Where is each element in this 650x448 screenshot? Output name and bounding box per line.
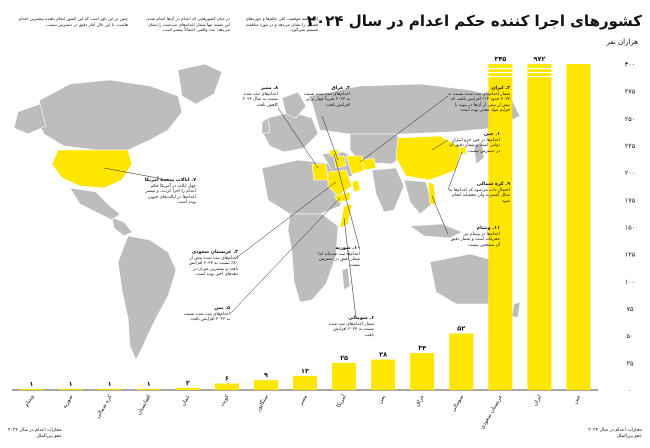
bar-13 [59,389,83,390]
callout-iraq-body: اعدام‌های ثبت شده نسبت به ۲۰۲۳ تقریباً چهار برابر افزایش یافت. [303,91,350,108]
bar-8 [254,380,278,390]
bar-break-1-1 [527,72,551,73]
bar-3 [449,333,473,390]
callout-saudi-body: اعدام‌های ثبت شده بیش از ۸۰٪ نسبت به ۲۰۲۳ افزایش یافت و بیشترین میزان در دهه‌های اخیر بوده است. [188,255,238,278]
bar-11 [137,389,161,390]
callout-north-korea-title: ۹. کره شمالی [476,182,510,187]
category-label-1: ایران [532,394,544,408]
category-label-7: مصر [298,394,309,407]
callout-yemen [182,306,230,323]
callout-iran-title: ۲. ایران [491,86,510,91]
bar-6 [332,363,356,390]
callout-vietnam-body: اعدام‌ها در ویتنام نیز محرمانه است و شمار دقیق آن مشخص نیست. [450,231,500,248]
bar-14 [20,389,44,390]
y-tick-10: ۲۵۰ [624,114,636,123]
category-label-6: آمریکا [335,394,348,409]
data-label-12: ۱ [107,379,112,388]
bar-break-2-2 [488,76,512,77]
data-label-5: ۲۸ [379,350,388,359]
callout-egypt [232,86,278,108]
data-label-13: ۱ [68,379,73,388]
data-label-11: ۱ [146,379,151,388]
y-tick-4: ۱۰۰ [624,277,636,286]
data-label-7: ۱۳ [301,366,309,375]
y-tick-7: ۱۷۵ [624,196,636,205]
y-tick-8: ۲۰۰ [624,169,636,178]
callout-yemen-body: اعدام‌های ثبت شده نسبت به ۲۰۲۳ افزایش یافت. [183,311,230,323]
bar-10 [176,388,200,390]
callout-somalia [328,316,374,338]
data-label-4: ۳۴ [418,344,427,353]
footer-left: مجازات اعدام در سال ۲۰۲۴ عفو بین‌الملل [8,428,62,439]
y-tick-6: ۱۵۰ [624,223,636,232]
y-tick-9: ۲۲۵ [624,142,636,150]
callout-syria [318,246,360,268]
y-tick-12: ۳۰۰ [624,60,636,69]
bar-4 [410,353,434,390]
bar-9 [215,383,239,390]
callout-china-title: ۱. چین [483,132,500,137]
callout-usa-body: چهار ایالت در آمریکا حکم اعدام را اجرا کردند، و بیشتر اعدام‌ها در ایالت‌های جنوبی بوده است. [145,183,196,206]
category-label-14: ویتنام [23,394,36,408]
bar-break-1-2 [527,76,551,77]
category-label-4: عراق [414,394,426,408]
callout-iran [448,86,510,114]
intro-note-3: این نقشه موقعیت کلی حکم‌ها و حوزه‌های قضایی را نشان می‌دهد و در مورد مناقشه تصمیم نمی‌گیرد. [245,16,318,33]
callout-somalia-body: شمار اعدام‌های ثبت شده نسبت به ۲۰۲۳ افزایش یافت. [328,321,374,338]
callout-yemen-title: ۵. یمن [214,306,230,311]
data-label-8: ۹ [263,371,268,380]
callout-saudi [184,250,238,278]
bar-0 [566,64,590,390]
callout-china-body: اعدام‌ها در چین جزو اسرار دولتی است و شمار دقیق آن در دسترس نیست. [449,137,500,154]
bar-1 [527,64,551,390]
y-tick-11: ۲۷۵ [624,87,636,96]
callout-syria-title: ۱۰. سوریه [335,246,360,251]
callout-north-korea [448,182,510,204]
data-label-2: ۳۴۵ [494,55,507,63]
category-label-9: کویت [219,394,231,408]
data-label-6: ۲۵ [340,353,349,362]
category-label-10: عمان [180,394,192,408]
footer-right: مجازات اعدام در سال ۲۰۲۴ عفو بین‌الملل [588,428,642,439]
category-label-5: یمن [377,394,387,405]
bar-break-1-0 [527,68,551,69]
callout-china [448,132,500,154]
data-label-9: ۶ [224,374,229,383]
data-label-10: ۲ [185,378,190,387]
bar-break-2-0 [488,68,512,69]
callout-iraq-title: ۴. عراق [331,86,350,91]
data-label-14: ۱ [29,379,34,388]
callout-syria-body: اعدام‌ها ثبت شده‌اند اما شمار دقیق در دسترس نیست. [318,251,360,268]
y-tick-1: ۲۵ [626,359,634,368]
callout-vietnam-title: ۱۱. ویتنام [476,226,500,231]
callout-north-korea-body: احتمال داده می‌شود که اعدام‌ها به شکل گسترده ولی مخفیانه انجام شود. [448,187,510,204]
bar-break-2-1 [488,72,512,73]
y-tick-0: ۰ [628,386,632,395]
category-label-8: سنگاپور [255,394,270,413]
category-label-3: سومالی [450,394,465,413]
callout-vietnam [448,226,500,248]
callout-somalia-title: ۶. سومالی [348,316,374,321]
intro-note-1: چنین بر این باور است که این کشور انجام دهنده بیشترین اعدام هاست، با این حال آمار دقیق در دسترس نیست. [18,16,128,27]
y-tick-5: ۱۲۵ [624,250,636,259]
callout-usa-title: ۷. ایالات متحده آمریکا [144,178,196,183]
category-label-11: افغانستان [136,394,153,417]
intro-note-2: در میان کشورهایی که اعدام در آن‌ها انجام شده، این نقشه تنها شمار اعدام‌های ثبت‌شده را نشان می‌دهد؛ عدد واقعی احتمالاً بیشتر است. [145,16,230,33]
data-label-1: ۹۷۲ [533,55,546,63]
category-label-0: چین [572,394,583,406]
category-label-12: کره شمالی [95,394,114,420]
data-label-3: ۵۲ [457,324,466,333]
y-tick-2: ۵۰ [626,332,634,341]
callout-egypt-body: اعدام‌های ثبت شده نسبت به سال ۲۰۲۳ کاهش یافت. [242,91,278,108]
unit-label: هزاران نفر [606,38,638,46]
callout-iraq [300,86,350,108]
bar-5 [371,360,395,390]
page-title: کشورهای اجرا کننده حکم اعدام در سال ۲۰۲۴ [306,12,642,30]
callout-saudi-title: ۳. عربستان سعودی [191,250,238,255]
bar-7 [293,376,317,390]
callout-iran-body: شمار اعدام‌های ثبت شده نسبت به ۲۰۲۳ حدود ۱۴٪ افزایش یافته، که بیش از نیمی از آن‌ها در پیوند با جرایم مواد مخدر بوده است. [448,91,510,114]
category-label-13: سوریه [61,394,75,410]
callout-egypt-title: ۸. مصر [260,86,278,91]
bar-12 [98,389,122,390]
category-label-2: عربستان سعودی [479,394,505,431]
y-tick-3: ۷۵ [626,305,634,313]
callout-usa [140,178,196,206]
